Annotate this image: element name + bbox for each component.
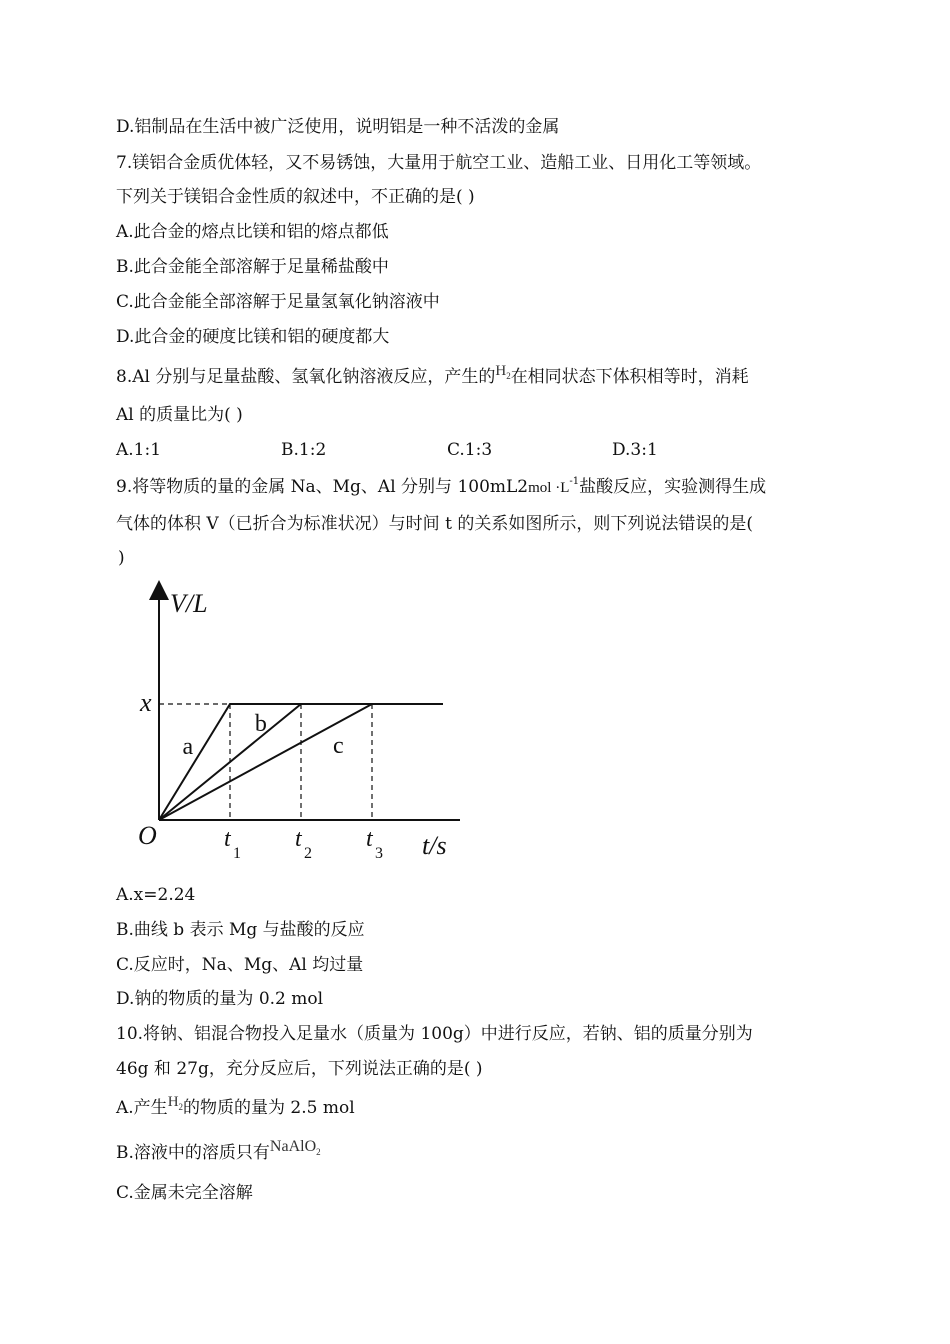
q9-stem-pre: 9.将等物质的量的金属 Na、Mg、Al 分别与 100mL2 (116, 477, 529, 497)
q7-option-b: B.此合金能全部溶解于足量稀盐酸中 (116, 257, 389, 277)
origin-label: O (138, 821, 157, 850)
q8-option-b: B.1:2 (281, 440, 327, 460)
q8-stem-post: 在相同状态下体积相等时，消耗 (510, 367, 749, 387)
q7-option-a: A.此合金的熔点比镁和铝的熔点都低 (116, 222, 389, 242)
series-label-c: c (332, 732, 344, 759)
q8-stem-line1 (116, 363, 749, 394)
q9-stem-line1 (116, 476, 766, 501)
x-tick-subscript-2: 2 (304, 845, 312, 862)
q10-option-a-pre: A.产生 (116, 1098, 168, 1118)
q7-option-d: D.此合金的硬度比镁和铝的硬度都大 (116, 327, 390, 347)
q10-option-b (116, 1138, 321, 1170)
series-label-b: b (254, 710, 267, 737)
x-tick-subscript-1: 1 (233, 845, 241, 862)
x-tick-label-t3: t (366, 826, 373, 852)
q7-stem-line1: 7.镁铝合金质优体轻，又不易锈蚀，大量用于航空工业、造船工业、日用化工等领域。 (116, 153, 762, 173)
q10-option-b-pre: B.溶液中的溶质只有 (116, 1143, 270, 1163)
q10-h2-formula (168, 1094, 183, 1110)
q10-naalo2-subscript: 2 (316, 1147, 321, 1158)
q10-stem-line2: 46g 和 27g，充分反应后，下列说法正确的是( ) (116, 1059, 483, 1079)
series-label-a: a (182, 734, 194, 761)
q9-stem-post: 盐酸反应，实验测得生成 (579, 477, 767, 497)
q10-option-a-post: 的物质的量为 2.5 mol (183, 1098, 355, 1118)
q9-option-d: D.钠的物质的量为 0.2 mol (116, 989, 324, 1009)
q6-option-d: D.铝制品在生活中被广泛使用，说明铝是一种不活泼的金属 (116, 117, 560, 137)
q9-option-b: B.曲线 b 表示 Mg 与盐酸的反应 (116, 920, 365, 940)
q8-h2-symbol: H (495, 363, 507, 379)
q7-option-c: C.此合金能全部溶解于足量氢氧化钠溶液中 (116, 292, 440, 312)
q10-naalo2-symbol: NaAlO (269, 1138, 317, 1155)
q8-option-a: A.1:1 (116, 440, 162, 460)
y-axis-label: V/L (170, 589, 208, 618)
q8-option-d: D.3:1 (612, 440, 658, 460)
q8-option-c: C.1:3 (447, 440, 493, 460)
q10-option-c: C.金属未完全溶解 (116, 1183, 253, 1203)
q8-h2-subscript: 2 (506, 371, 511, 381)
x-axis-label: t/s (422, 831, 447, 860)
q9-option-a (116, 884, 195, 906)
q8-stem-line2: Al 的质量比为( ) (116, 405, 243, 425)
series-labels (183, 711, 344, 760)
q8-stem-pre: 8.Al 分别与足量盐酸、氢氧化钠溶液反应，产生的 (116, 367, 496, 387)
x-tick-label-t2: t (295, 826, 302, 852)
q10-h2-subscript: 2 (178, 1102, 184, 1112)
q9-unit-exponent: -1 (569, 476, 580, 487)
q10-stem-line1: 10.将钠、铝混合物投入足量水（质量为 100g）中进行反应，若钠、铝的质量分别为 (116, 1024, 753, 1044)
q8-h2-formula (495, 363, 510, 379)
q7-stem-line2: 下列关于镁铝合金性质的叙述中，不正确的是( ) (116, 187, 475, 207)
x-tick-subscript-3: 3 (375, 845, 383, 862)
q9-stem-line2: 气体的体积 V（已折合为标准状况）与时间 t 的关系如图所示，则下列说法错误的是( (116, 514, 753, 534)
q10-naalo2-formula (269, 1138, 321, 1158)
volume-time-chart (130, 580, 470, 870)
q9-option-a-text: A.x=2.24 (116, 885, 196, 905)
q10-h2-symbol: H (167, 1094, 179, 1110)
q9-unit: mol ·L (528, 480, 570, 496)
q9-stem-line3: ) (118, 548, 125, 568)
q9-option-c: C.反应时，Na、Mg、Al 均过量 (116, 955, 364, 975)
q10-option-a (116, 1094, 355, 1125)
x-tick-labels (224, 826, 383, 862)
y-tick-label-x: x (140, 688, 152, 717)
x-tick-label-t1: t (224, 826, 231, 852)
